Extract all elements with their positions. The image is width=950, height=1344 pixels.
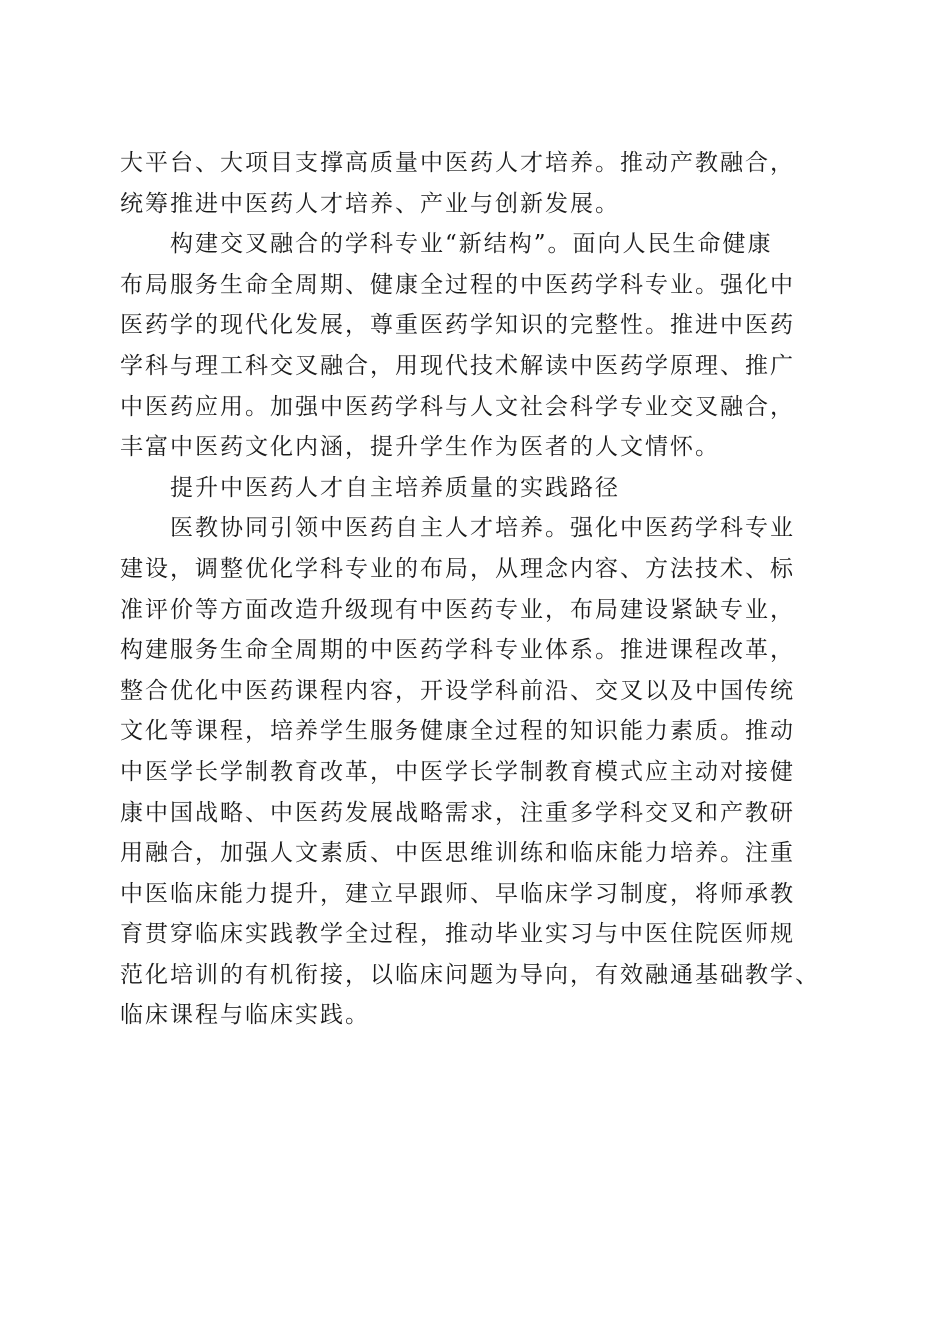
text-line: 中医学长学制教育改革，中医学长学制教育模式应主动对接健 xyxy=(120,758,795,785)
text-line: 丰富中医药文化内涵，提升学生作为医者的人文情怀。 xyxy=(120,434,720,461)
text-line: 育贯穿临床实践教学全过程，推动毕业实习与中医住院医师规 xyxy=(120,921,795,948)
text-line: 统筹推进中医药人才培养、产业与创新发展。 xyxy=(120,190,620,217)
text-line: 构建服务生命全周期的中医药学科专业体系。推进课程改革， xyxy=(120,637,795,664)
document-body xyxy=(120,143,840,1036)
text-line: 文化等课程，培养学生服务健康全过程的知识能力素质。推动 xyxy=(120,718,795,745)
text-line: 整合优化中医药课程内容，开设学科前沿、交叉以及中国传统 xyxy=(120,677,795,704)
paragraph-heading-line: 构建交叉融合的学科专业“新结构”。面向人民生命健康 xyxy=(170,231,773,258)
text-line: 准评价等方面改造升级现有中医药专业，布局建设紧缺专业， xyxy=(120,596,795,623)
text-line: 中医药应用。加强中医药学科与人文社会科学专业交叉融合， xyxy=(120,393,795,420)
paragraph-heading-line: 医教协同引领中医药自主人才培养。强化中医药学科专业 xyxy=(170,515,795,542)
text-line: 大平台、大项目支撑高质量中医药人才培养。推动产教融合， xyxy=(120,150,795,176)
text-line: 布局服务生命全周期、健康全过程的中医药学科专业。强化中 xyxy=(120,271,795,298)
text-line: 医药学的现代化发展，尊重医药学知识的完整性。推进中医药 xyxy=(120,312,795,339)
text-line: 建设，调整优化学科专业的布局，从理念内容、方法技术、标 xyxy=(120,555,795,582)
text-line: 临床课程与临床实践。 xyxy=(120,1002,370,1029)
text-line: 范化培训的有机衔接，以临床问题为导向，有效融通基础教学、 xyxy=(120,961,820,988)
text-line: 康中国战略、中医药发展战略需求，注重多学科交叉和产教研 xyxy=(120,799,795,826)
section-heading: 提升中医药人才自主培养质量的实践路径 xyxy=(170,474,620,501)
text-line: 学科与理工科交叉融合，用现代技术解读中医药学原理、推广 xyxy=(120,352,795,379)
text-line: 中医临床能力提升，建立早跟师、早临床学习制度，将师承教 xyxy=(120,880,795,907)
text-line: 用融合，加强人文素质、中医思维训练和临床能力培养。注重 xyxy=(120,840,795,867)
